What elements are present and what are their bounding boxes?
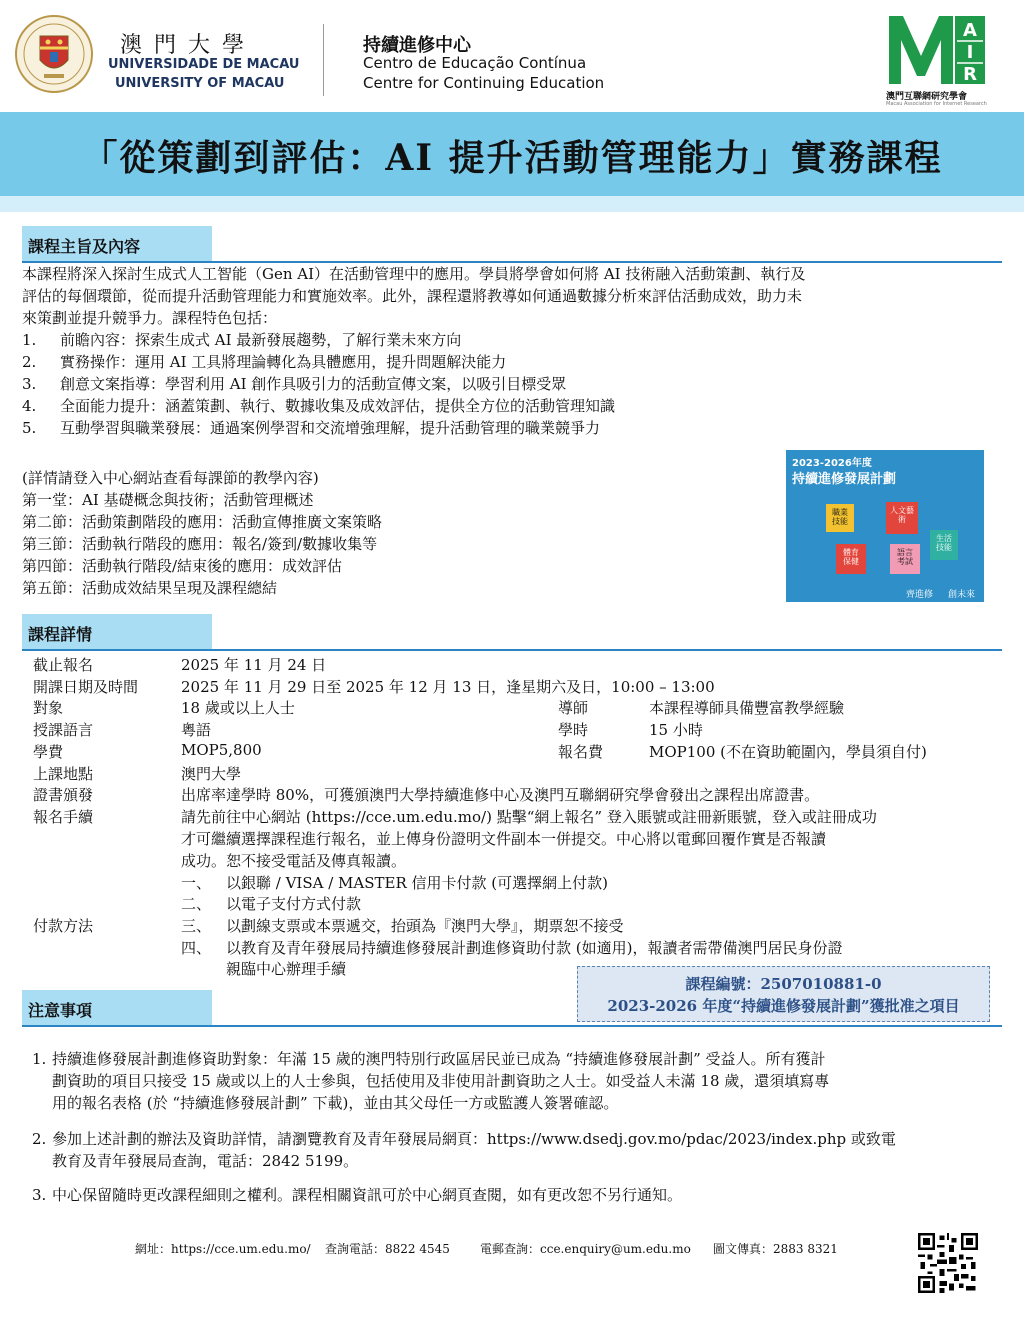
section-title-details: 課程詳情 [28,625,93,644]
detail-label: 截止報名 [33,656,94,674]
footer-phone: 查詢電話：8822 4545 [325,1242,450,1256]
detail-value: MOP100 (不在資助範圍內，學員須自付) [649,743,927,761]
pay-method: 以電子支付方式付款 [226,895,362,913]
detail-value: 請先前往中心網站 (https://cce.um.edu.mo/) 點擊“網上報名” 登入賬號或註冊新賬號，登入或註冊成功 [181,808,877,826]
feature-item: 全面能力提升：涵蓋策劃、執行、數據收集及成效評估，提供全方位的活動管理知識 [60,397,616,415]
mair-english-name: Macau Association for Internet Research [886,101,987,107]
banner-year: 2023-2026年度 [792,458,872,469]
cce-portuguese-name: Centro de Educação Contínua [363,54,587,72]
course-code: 課程編號：2507010881-0 [685,975,882,993]
um-portuguese-name: UNIVERSIDADE DE MACAU [108,57,300,72]
cce-english-name: Centre for Continuing Education [363,74,605,92]
course-code-box [577,966,990,1022]
svg-text:I: I [966,42,974,63]
note-line: 用的報名表格 (於 “持續進修發展計劃” 下載)，並由其父母任一方或監護人簽署確認。 [52,1094,619,1112]
qr-code-icon [918,1233,978,1293]
session-item: 第一堂：AI 基礎概念與技術；活動管理概述 [22,491,314,509]
section-head-overview [22,226,212,262]
detail-value: 出席率達學時 80%，可獲頒澳門大學持續進修中心及澳門互聯網研究學會發出之課程出席證書。 [181,786,820,804]
university-of-macau-seal-icon [14,14,94,94]
banner-cube: 職業技能 [826,504,854,532]
note-line: 中心保留隨時更改課程細則之權利。課程相關資訊可於中心網頁查閱，如有更改恕不另行通知。 [52,1186,683,1204]
detail-label: 學時 [558,721,589,739]
detail-label: 導師 [558,699,589,717]
session-item: 第四節：活動執行階段/結束後的應用：成效評估 [22,557,343,575]
svg-text:R: R [963,64,977,85]
detail-label: 授課語言 [33,721,94,739]
pay-num: 二、 [181,895,212,913]
pay-method: 以銀聯 / VISA / MASTER 信用卡付款 (可選擇網上付款) [226,874,609,892]
detail-value: MOP5,800 [181,741,262,759]
footer-email[interactable]: 電郵查詢：cce.enquiry@um.edu.mo [480,1242,691,1256]
detail-label: 報名費 [558,743,604,761]
note-line: 教育及青年發展局查詢，電話：2842 5199。 [52,1152,359,1170]
note-num: 3. [32,1186,47,1204]
approved-program: 2023-2026 年度“持續進修發展計劃”獲批准之項目 [607,997,960,1015]
banner-title: 持續進修發展計劃 [792,472,897,487]
section-title-notes: 注意事項 [28,1001,93,1020]
intro-line: 評估的每個環節，從而提升活動管理能力和實施效率。此外，課程還將教導如何通過數據分析來評估活動成效，助力未 [22,287,803,305]
note-line: 持續進修發展計劃進修資助對象：年滿 15 歲的澳門特別行政區居民並已成為 “持續進修發展計劃” 受益人。所有獲計 [52,1050,826,1068]
feature-num: 5. [22,419,37,437]
banner-cube: 體育保健 [836,544,866,574]
detail-label: 學費 [33,743,64,761]
session-item: 第二節：活動策劃階段的應用：活動宣傳推廣文案策略 [22,513,383,531]
banner-slogan: 創未來 [948,590,976,600]
pay-method: 以教育及青年發展局持續進修發展計劃進修資助付款 (如適用)，報讀者需帶備澳門居民身份證 [226,939,843,957]
banner-cube: 人文藝術 [886,502,918,534]
footer-website[interactable]: 網址：https://cce.um.edu.mo/ [135,1242,311,1256]
banner-slogan: 齊進修 [906,590,934,600]
section-rule [22,261,1002,263]
um-chinese-name: 澳門大學 [120,33,257,58]
pay-method: 以劃線支票或本票遞交，抬頭為『澳門大學』，期票恕不接受 [226,917,624,935]
detail-value: 2025 年 11 月 24 日 [181,656,327,674]
detail-value: 才可繼續選擇課程進行報名，並上傳身份證明文件副本一併提交。中心將以電郵回覆作實是否報讀 [181,830,827,848]
detail-label: 對象 [33,699,64,717]
title-bar [0,112,1024,196]
banner-cube: 生活技能 [930,530,958,560]
section-head-details [22,614,212,650]
svg-text:A: A [963,20,977,41]
feature-item: 互動學習與職業發展：通過案例學習和交流增強理解，提升活動管理的職業競爭力 [60,419,601,437]
detail-label: 上課地點 [33,765,94,783]
detail-label: 付款方法 [33,917,94,935]
mair-chinese-name: 澳門互聯網研究學會 [886,92,968,102]
intro-line: 本課程將深入探討生成式人工智能（Gen AI）在活動管理中的應用。學員將學會如何將 AI 技術融入活動策劃、執行及 [22,265,806,283]
detail-value: 本課程導師具備豐富教學經驗 [649,699,845,717]
section-rule [22,649,1002,651]
session-item: 第五節：活動成效結果呈現及課程總結 [22,579,278,597]
detail-label: 證書頒發 [33,786,94,804]
feature-item: 創意文案指導：學習利用 AI 創作具吸引力的活動宣傳文案，以吸引目標受眾 [60,375,567,393]
feature-item: 實務操作：運用 AI 工具將理論轉化為具體應用，提升問題解決能力 [60,353,507,371]
sessions-note: (詳情請登入中心網站查看每課節的教學內容) [22,469,319,487]
feature-num: 3. [22,375,37,393]
feature-item: 前瞻內容：探索生成式 AI 最新發展趨勢，了解行業未來方向 [60,331,462,349]
feature-num: 1. [22,331,37,349]
mair-logo-icon [887,12,987,86]
pay-method: 親臨中心辦理手續 [226,960,347,978]
pay-num: 一、 [181,874,212,892]
detail-value: 15 小時 [649,721,703,739]
cce-chinese-name: 持續進修中心 [363,35,471,56]
session-item: 第三節：活動執行階段的應用：報名/簽到/數據收集等 [22,535,378,553]
banner-cube: 語言考試 [890,544,920,574]
course-title: 「從策劃到評估：AI 提升活動管理能力」實務課程 [81,137,943,179]
um-english-name: UNIVERSITY OF MACAU [115,76,285,91]
title-underbar [0,196,1024,212]
feature-num: 2. [22,353,37,371]
detail-label: 報名手續 [33,808,94,826]
note-line: 劃資助的項目只接受 15 歲或以上的人士參與，包括使用及非使用計劃資助之人士。如受益人未滿 18 歲，還須填寫專 [52,1072,830,1090]
feature-num: 4. [22,397,37,415]
section-head-notes [22,990,212,1026]
detail-value: 2025 年 11 月 29 日至 2025 年 12 月 13 日，逢星期六及日，10:00 – 13:00 [181,678,715,696]
detail-label: 開課日期及時間 [33,678,139,696]
pay-num: 四、 [181,939,212,957]
note-num: 2. [32,1130,47,1148]
note-num: 1. [32,1050,47,1068]
detail-value: 澳門大學 [181,765,242,783]
section-title-overview: 課程主旨及內容 [28,237,141,256]
pay-num: 三、 [181,917,212,935]
detail-value: 成功。恕不接受電話及傳真報讀。 [181,852,407,870]
note-line: 參加上述計劃的辦法及資助詳情，請瀏覽教育及青年發展局網頁：https://www.dsedj.gov.mo/pdac/2023/index.php 或致電 [52,1130,896,1148]
intro-line: 來策劃並提升競爭力。課程特色包括： [22,309,278,327]
footer-fax: 圖文傳真：2883 8321 [713,1242,838,1256]
detail-value: 粵語 [181,721,212,739]
program-banner [786,450,984,602]
header-divider [323,24,324,96]
detail-value: 18 歲或以上人士 [181,699,295,717]
section-rule [22,1025,1002,1027]
